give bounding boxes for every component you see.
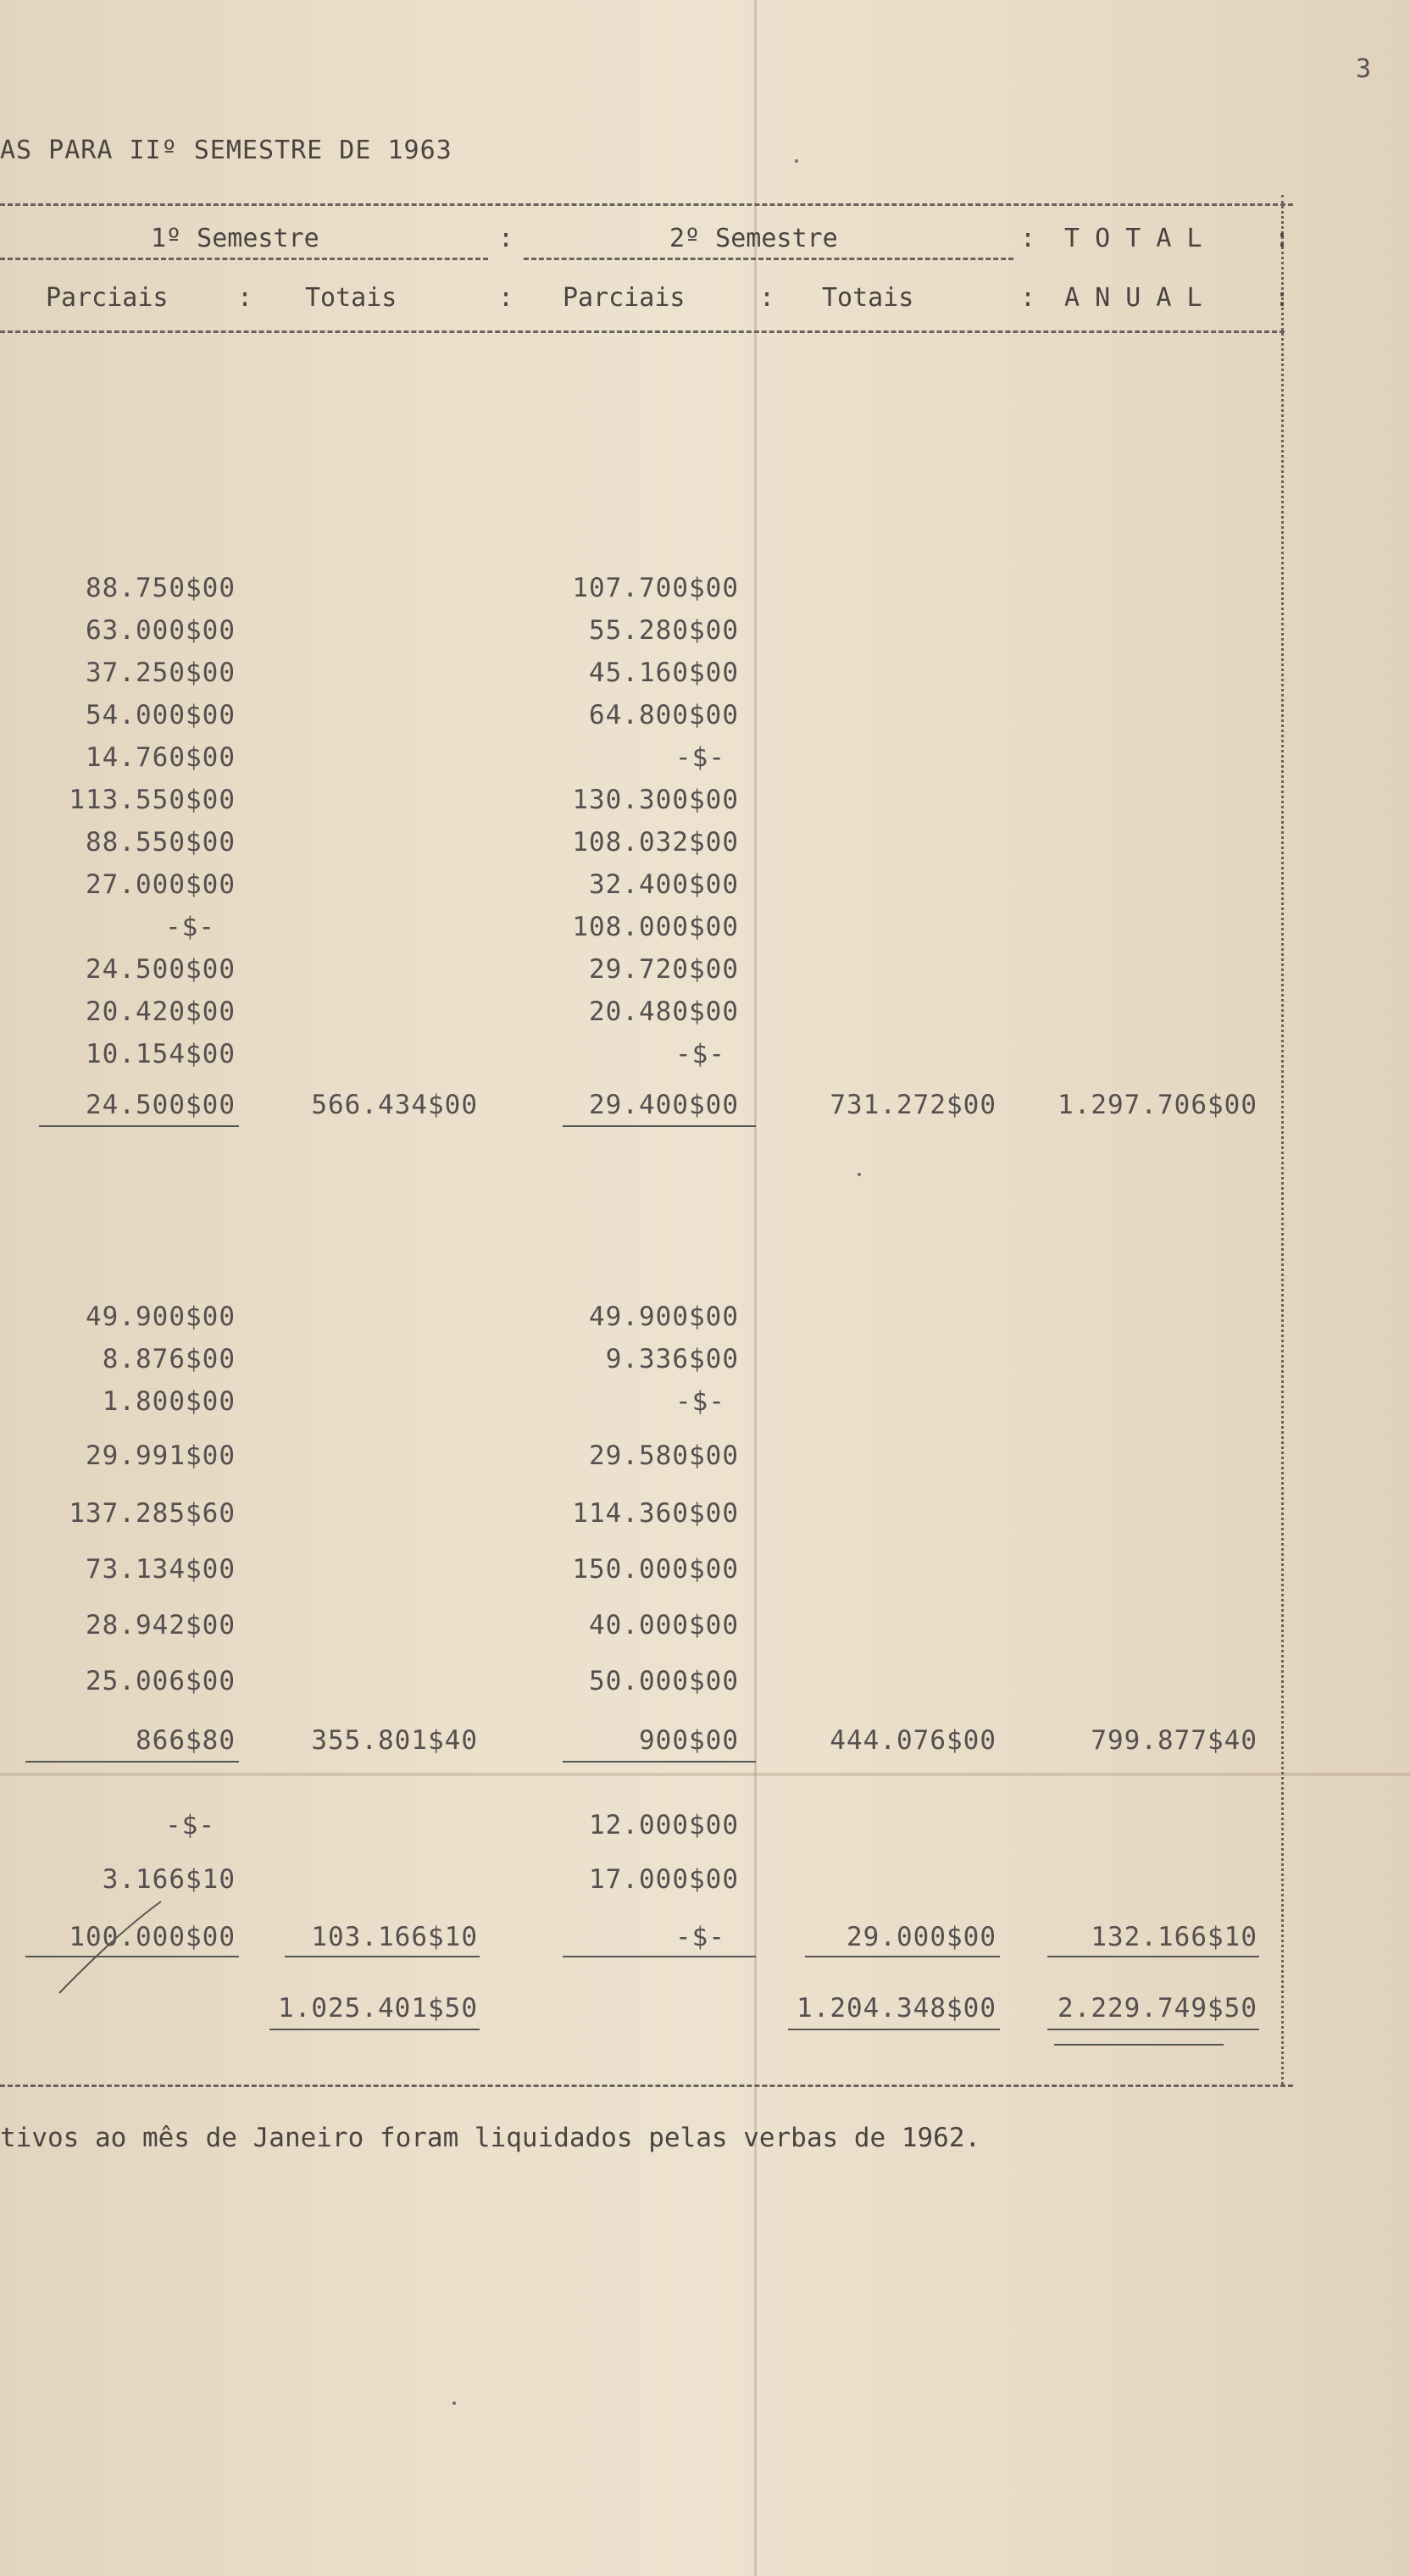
grand-total-anual: 2.229.749$50: [1058, 1993, 1257, 2024]
cell-parcial-1: 24.500$00: [86, 954, 236, 985]
cell-parcial-2: 150.000$00: [572, 1554, 739, 1585]
sem2-divider-rule: [524, 258, 1013, 260]
grand-total-underline: [269, 2029, 480, 2030]
cell-parcial-1: 10.154$00: [86, 1039, 236, 1069]
header-parciais-1: Parciais: [46, 283, 169, 313]
cell-parcial-2: 64.800$00: [589, 700, 739, 730]
cell-parcial-2: 40.000$00: [589, 1610, 739, 1641]
cell-parcial-2: -$-: [675, 1386, 725, 1417]
cell-parcial-1: 49.900$00: [86, 1302, 236, 1332]
cell-parcial-1: 27.000$00: [86, 869, 236, 900]
paper-fold-horizontal: [0, 1773, 1410, 1776]
cell-parcial-2: 49.900$00: [589, 1302, 739, 1332]
cell-parcial-1: 29.991$00: [86, 1441, 236, 1471]
cell-parcial-1: 54.000$00: [86, 700, 236, 730]
header-bottom-rule: [0, 330, 1285, 333]
cell-parcial-1: 20.420$00: [86, 997, 236, 1027]
cell-parcial-1: 88.750$00: [86, 573, 236, 603]
cell-parcial-2: 9.336$00: [605, 1344, 739, 1374]
cell-total-1: 566.434$00: [311, 1090, 478, 1120]
cell-parcial-2: -$-: [675, 1922, 725, 1952]
page-number: 3: [1356, 54, 1372, 84]
cell-parcial-1: 1.800$00: [102, 1386, 236, 1417]
grand-total-underline: [1047, 2029, 1259, 2030]
cell-parcial-1: 88.550$00: [86, 827, 236, 858]
cell-parcial-1: 113.550$00: [69, 785, 236, 815]
cell-parcial-2: 12.000$00: [589, 1810, 739, 1840]
grand-total-1: 1.025.401$50: [278, 1993, 478, 2024]
cell-parcial-2: 32.400$00: [589, 869, 739, 900]
header-colon: :: [237, 283, 253, 313]
header-colon: :: [1020, 224, 1036, 253]
cell-parcial-2: -$-: [675, 742, 725, 773]
header-colon: :: [498, 224, 514, 253]
cell-total-1: 103.166$10: [311, 1922, 478, 1952]
cell-parcial-2: 20.480$00: [589, 997, 739, 1027]
subtotal-underline: [563, 1761, 756, 1763]
cell-parcial-2: -$-: [675, 1039, 725, 1069]
page-heading: AS PARA IIº SEMESTRE DE 1963: [0, 136, 452, 165]
cell-parcial-1: 25.006$00: [86, 1666, 236, 1696]
cell-parcial-2: 130.300$00: [572, 785, 739, 815]
cell-parcial-1: 28.942$00: [86, 1610, 236, 1641]
subtotal-underline: [563, 1956, 756, 1957]
table-right-border: [1281, 195, 1284, 2085]
subtotal-underline: [25, 1761, 239, 1763]
cell-total-2: 29.000$00: [847, 1922, 996, 1952]
cell-total-anual: 1.297.706$00: [1058, 1090, 1257, 1120]
cell-parcial-1: 24.500$00: [86, 1090, 236, 1120]
grand-total-2: 1.204.348$00: [797, 1993, 996, 2024]
cell-parcial-1: -$-: [165, 912, 215, 942]
pen-stroke-mark: [51, 1898, 169, 2000]
cell-parcial-1: 14.760$00: [86, 742, 236, 773]
cell-parcial-2: 50.000$00: [589, 1666, 739, 1696]
grand-total-double-underline: [1054, 2044, 1224, 2046]
cell-parcial-2: 108.032$00: [572, 827, 739, 858]
subtotal-underline: [285, 1956, 480, 1957]
header-colon: :: [1020, 283, 1036, 313]
subtotal-underline: [563, 1125, 756, 1127]
header-totais-1: Totais: [305, 283, 397, 313]
subtotal-underline: [39, 1125, 239, 1127]
subtotal-underline: [1047, 1956, 1259, 1957]
cell-parcial-1: 8.876$00: [102, 1344, 236, 1374]
cell-parcial-2: 29.400$00: [589, 1090, 739, 1120]
cell-parcial-1: 100.000$00: [69, 1922, 236, 1952]
cell-parcial-1: 73.134$00: [86, 1554, 236, 1585]
header-colon: :: [1274, 224, 1291, 253]
cell-parcial-1: -$-: [165, 1810, 215, 1840]
cell-parcial-2: 114.360$00: [572, 1498, 739, 1529]
cell-total-anual: 132.166$10: [1091, 1922, 1257, 1952]
ink-spot: [795, 159, 798, 163]
cell-parcial-1: 63.000$00: [86, 615, 236, 646]
cell-parcial-2: 29.580$00: [589, 1441, 739, 1471]
cell-parcial-2: 29.720$00: [589, 954, 739, 985]
header-sem1: 1º Semestre: [151, 224, 319, 253]
header-totais-2: Totais: [822, 283, 914, 313]
header-parciais-2: Parciais: [563, 283, 686, 313]
subtotal-underline: [805, 1956, 1000, 1957]
sem1-divider-rule: [0, 258, 488, 260]
cell-parcial-2: 108.000$00: [572, 912, 739, 942]
cell-parcial-1: 137.285$60: [69, 1498, 236, 1529]
header-total-line1: T O T A L: [1064, 224, 1202, 253]
header-sem2: 2º Semestre: [669, 224, 838, 253]
header-colon: :: [498, 283, 514, 313]
table-bottom-rule: [0, 2085, 1293, 2087]
grand-total-underline: [788, 2029, 1000, 2030]
cell-parcial-1: 37.250$00: [86, 658, 236, 688]
cell-total-2: 444.076$00: [830, 1725, 996, 1756]
footnote: tivos ao mês de Janeiro foram liquidados pelas verbas de 1962.: [0, 2123, 981, 2153]
paper-fold-vertical: [754, 0, 757, 2576]
cell-total-anual: 799.877$40: [1091, 1725, 1257, 1756]
table-top-rule: [0, 203, 1293, 206]
cell-parcial-2: 17.000$00: [589, 1864, 739, 1895]
cell-total-1: 355.801$40: [311, 1725, 478, 1756]
cell-total-2: 731.272$00: [830, 1090, 996, 1120]
cell-parcial-2: 45.160$00: [589, 658, 739, 688]
header-colon: :: [759, 283, 775, 313]
cell-parcial-2: 55.280$00: [589, 615, 739, 646]
cell-parcial-2: 107.700$00: [572, 573, 739, 603]
cell-parcial-1: 3.166$10: [102, 1864, 236, 1895]
ink-spot: [452, 2401, 456, 2405]
cell-parcial-1: 866$80: [136, 1725, 236, 1756]
cell-parcial-2: 900$00: [639, 1725, 739, 1756]
ink-spot: [858, 1173, 861, 1176]
header-colon: :: [1274, 283, 1291, 313]
header-total-line2: A N U A L: [1064, 283, 1202, 313]
